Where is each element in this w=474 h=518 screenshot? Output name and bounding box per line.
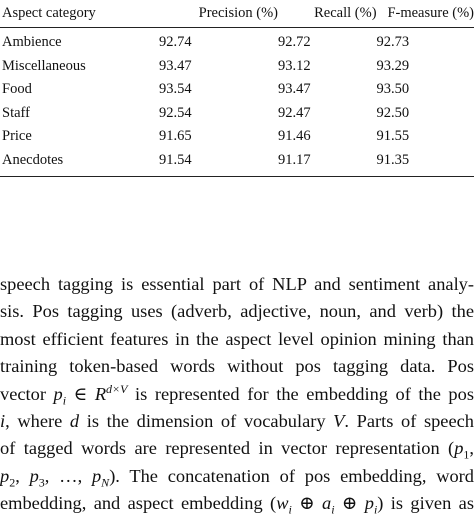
row-label: Food xyxy=(2,81,32,98)
table-row xyxy=(0,55,474,79)
table-row xyxy=(0,125,474,149)
paragraph-line: most efficient features in the aspect level opinion mining than xyxy=(0,328,474,349)
precision-value: 91.65 xyxy=(159,128,192,145)
f-measure-value: 91.35 xyxy=(376,151,410,168)
precision-value: 91.54 xyxy=(159,151,192,168)
paragraph-line: i, where d is the dimension of vocabulary V. Parts of speech xyxy=(0,410,474,431)
f-measure-value: 92.50 xyxy=(376,104,410,121)
recall-value: 91.46 xyxy=(277,128,311,145)
recall-value: 93.12 xyxy=(277,57,311,74)
precision-value: 92.74 xyxy=(159,34,192,51)
f-measure-value: 93.50 xyxy=(376,81,410,98)
header-f-measure: F-measure (%) xyxy=(387,5,474,21)
header-recall: Recall (%) xyxy=(314,5,377,21)
paragraph-line: of tagged words are represented in vector representation ($p_1$, xyxy=(0,438,474,463)
paragraph-line: speech tagging is essential part of NLP and sentiment analy- xyxy=(0,274,474,294)
recall-value: 92.47 xyxy=(277,104,311,121)
row-label: Price xyxy=(2,128,32,145)
recall-value: 92.72 xyxy=(277,34,311,51)
f-measure-value: 93.29 xyxy=(376,57,410,74)
table-row xyxy=(0,149,474,177)
body-paragraph xyxy=(0,271,474,518)
paragraph-line: embedding, and aspect embedding ($w_i$ ⊕ $a_i$ ⊕ $p_i$) is given as xyxy=(0,493,474,517)
recall-value: 93.47 xyxy=(277,81,311,98)
paragraph-line: sis. Pos tagging uses (adverb, adjective, noun, and verb) the xyxy=(0,301,474,322)
table-row xyxy=(0,102,474,126)
table-row xyxy=(0,78,474,102)
paragraph-line: training token-based words without pos tagging data. Pos xyxy=(0,356,474,377)
results-table-region xyxy=(0,0,474,200)
header-precision: Precision (%) xyxy=(198,5,278,21)
f-measure-value: 91.55 xyxy=(376,128,410,145)
row-label: Ambience xyxy=(2,34,62,51)
precision-value: 93.47 xyxy=(159,57,192,74)
paragraph-line: vector $p_i$ ∈ $R^{d\times V}$ is represented for the embedding of the pos xyxy=(0,381,474,408)
paragraph-line: $p_2$, $p_3$, …, $p_N$). The concatenation of pos embedding, word xyxy=(0,465,474,490)
table-header-row xyxy=(0,0,474,28)
precision-value: 93.54 xyxy=(159,81,192,98)
row-label: Staff xyxy=(2,104,30,121)
f-measure-value: 92.73 xyxy=(376,34,410,51)
header-aspect-category: Aspect category xyxy=(2,5,96,21)
row-label: Anecdotes xyxy=(2,151,64,168)
recall-value: 91.17 xyxy=(277,151,311,168)
precision-value: 92.54 xyxy=(159,104,192,121)
table-row xyxy=(0,28,474,55)
row-label: Miscellaneous xyxy=(2,57,86,74)
results-table xyxy=(0,0,474,177)
